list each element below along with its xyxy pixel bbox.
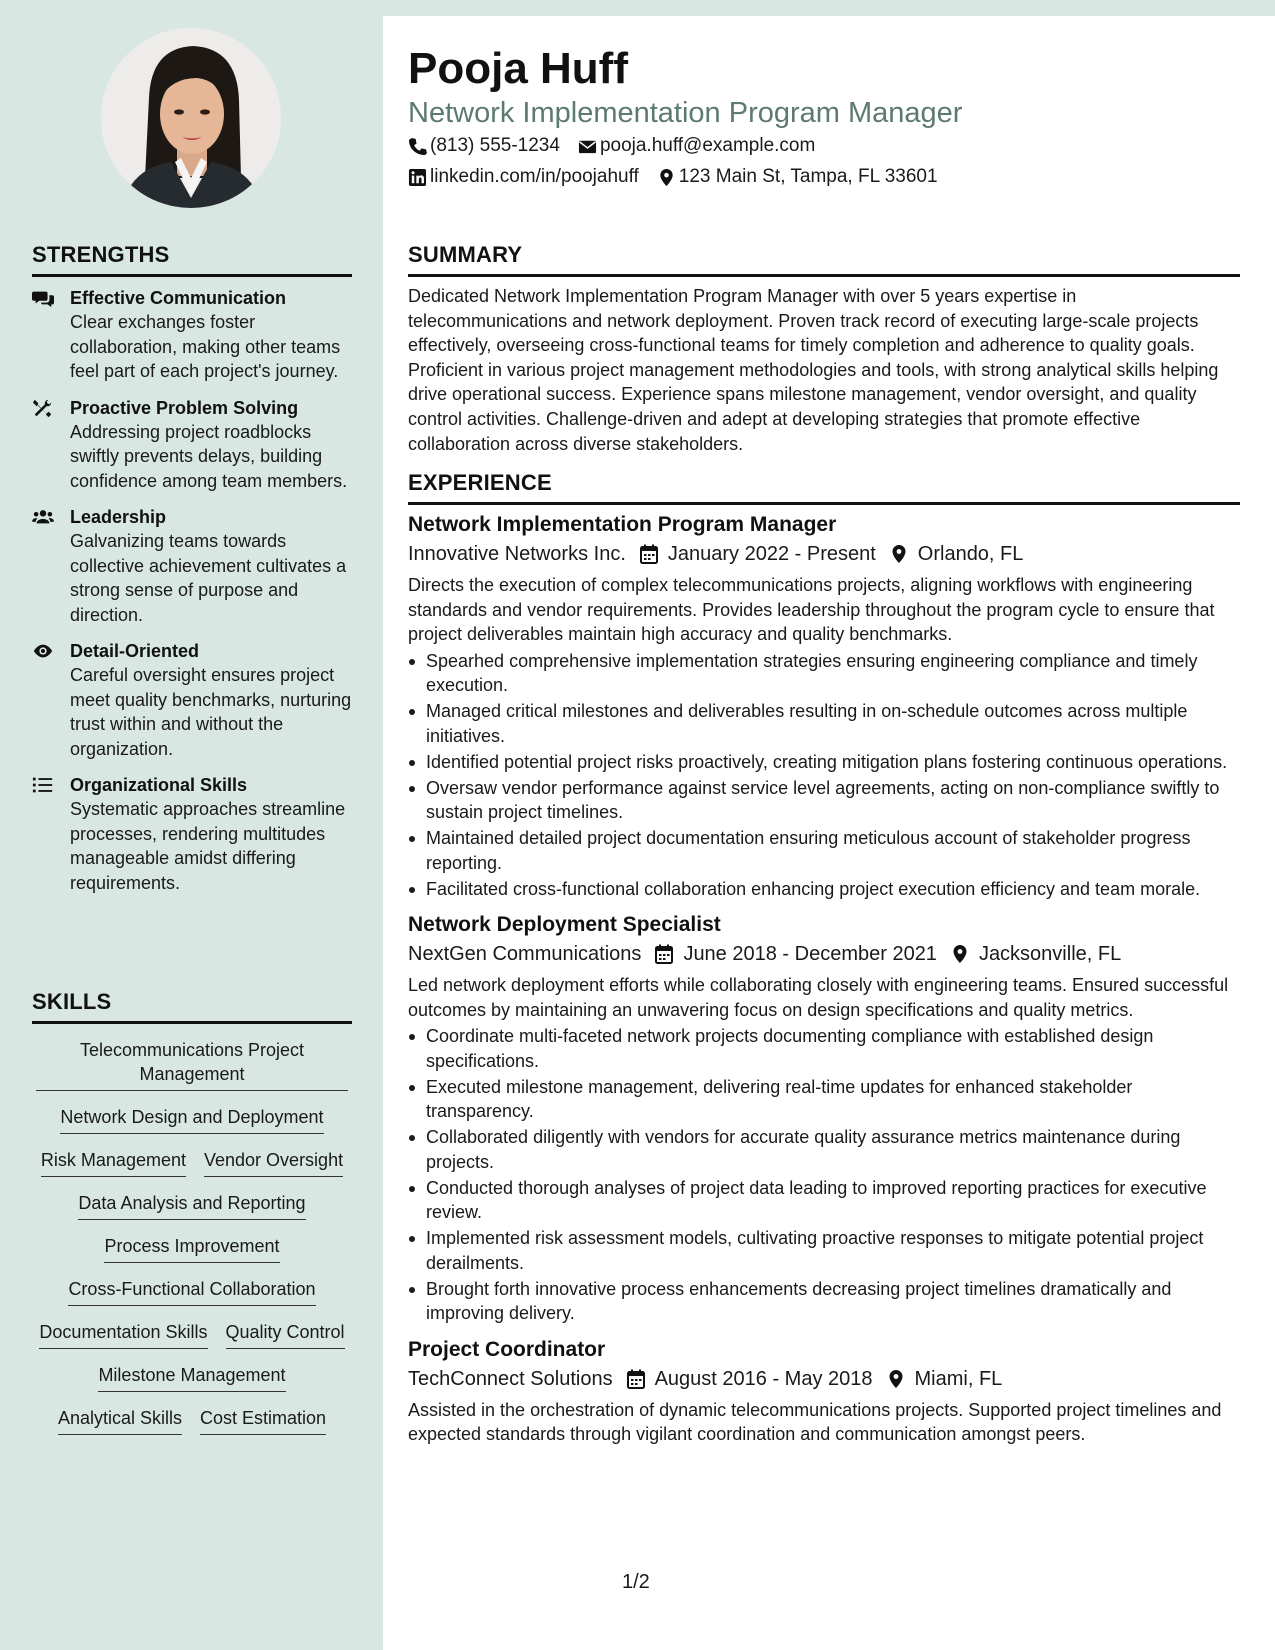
job-description: Led network deployment efforts while collaborating closely with engineering teams. Ensured successful outcomes by maintaining an unwavering focus on design specifications and quality metrics. <box>408 975 1229 1020</box>
strength-desc: Galvanizing teams towards collective achievement cultivates a strong sense of purpose and direction. <box>70 531 347 625</box>
contact-email[interactable] <box>578 133 815 159</box>
job-location-text: Orlando, FL <box>917 543 1024 565</box>
calendar-icon <box>627 1369 645 1389</box>
job-entry <box>408 1336 1240 1447</box>
skills-rule <box>32 1021 352 1024</box>
strength-name: Detail-Oriented <box>70 641 200 661</box>
candidate-title: Network Implementation Program Manager <box>408 97 963 129</box>
job-bullet: Conducted thorough analyses of project data leading to improved reporting practices for executive review. <box>408 1176 1240 1225</box>
job-meta <box>408 939 1240 969</box>
job-dates <box>627 1364 873 1394</box>
strength-desc: Systematic approaches streamline processes, rendering multitudes manageable amidst differing requirements. <box>70 799 346 893</box>
job-dates-text: January 2022 - Present <box>667 543 876 565</box>
map-pin-icon <box>890 544 908 564</box>
job-bullet: Executed milestone management, delivering real-time updates for enhanced stakeholder transparency. <box>408 1075 1240 1124</box>
job-location-text: Miami, FL <box>914 1367 1003 1390</box>
skill-tag: Cross-Functional Collaboration <box>68 1277 315 1306</box>
skill-tag: Network Design and Deployment <box>60 1105 323 1134</box>
summary-heading: SUMMARY <box>408 242 523 267</box>
job-location <box>951 939 1121 969</box>
tools-icon <box>32 396 70 494</box>
skills-list <box>32 1038 352 1435</box>
phone-icon <box>408 137 427 156</box>
strengths-section-header <box>32 242 352 277</box>
skill-tag: Documentation Skills <box>39 1320 207 1349</box>
calendar-icon <box>640 544 658 564</box>
strength-name: Proactive Problem Solving <box>70 397 299 418</box>
strength-item <box>32 639 362 761</box>
experience-rule <box>408 502 1240 505</box>
job-meta <box>408 539 1240 569</box>
skill-tag: Cost Estimation <box>200 1406 326 1435</box>
contact-address <box>657 164 938 190</box>
job-bullet: Spearhed comprehensive implementation strategies ensuring engineering compliance and timely execution. <box>408 649 1240 698</box>
envelope-icon <box>578 137 597 156</box>
job-bullet: Brought forth innovative process enhancements decreasing project timelines dramatically and improving delivery. <box>408 1277 1240 1326</box>
calendar-icon <box>655 944 673 964</box>
map-pin-icon <box>657 168 676 187</box>
strength-item <box>32 396 362 494</box>
eye-icon <box>32 639 70 761</box>
linkedin-text[interactable]: linkedin.com/in/poojahuff <box>430 166 639 187</box>
job-bullet: Managed critical milestones and deliverables resulting in on-schedule outcomes across multiple initiatives. <box>408 699 1240 748</box>
job-bullet: Oversaw vendor performance against service level agreements, acting on non-compliance swiftly to sustain project timelines. <box>408 776 1240 825</box>
job-location <box>887 1364 1003 1394</box>
skill-tag: Data Analysis and Reporting <box>78 1191 305 1220</box>
strength-name: Organizational Skills <box>70 775 248 795</box>
summary-text: Dedicated Network Implementation Program Manager with over 5 years expertise in telecommunications and network deployment. Proven track record of executing large-scale projects effectively, overseeing cross-functional teams for timely completion and adherence to quality goals. Proficient in various project management methodologies and tools, with strong analytical skills helping drive operational success. Experience spans milestone management, vendor oversight, and quality control activities. Challenge-driven and adept at developing strategies that promote effective collaboration across diverse stakeholders. <box>408 286 1219 454</box>
users-icon <box>32 505 70 627</box>
job-bullet: Coordinate multi-faceted network projects documenting compliance with established design specifications. <box>408 1024 1240 1073</box>
job-dates <box>640 539 876 569</box>
job-entry <box>408 911 1240 1326</box>
skill-tag: Milestone Management <box>98 1363 285 1392</box>
portrait-image <box>101 28 281 208</box>
job-company: NextGen Communications <box>408 943 642 965</box>
job-location <box>890 539 1024 569</box>
strength-item <box>32 286 362 384</box>
job-role: Project Coordinator <box>408 1337 606 1361</box>
strengths-heading: STRENGTHS <box>32 242 170 267</box>
skill-tag: Process Improvement <box>104 1234 279 1263</box>
job-description: Assisted in the orchestration of dynamic telecommunications projects. Supported project timelines and expected standards through vigilant coordination and communication amongst peers. <box>408 1399 1222 1444</box>
job-bullet: Identified potential project risks proactively, creating mitigation plans fostering continuous operations. <box>408 750 1240 775</box>
job-role: Network Implementation Program Manager <box>408 513 837 536</box>
contact-row-1 <box>408 133 833 159</box>
strength-desc: Addressing project roadblocks swiftly prevents delays, building confidence among team members. <box>70 421 348 491</box>
strength-name: Leadership <box>70 507 167 527</box>
job-location-text: Jacksonville, FL <box>978 943 1122 965</box>
job-dates-text: June 2018 - December 2021 <box>683 943 937 965</box>
job-company: TechConnect Solutions <box>408 1367 613 1390</box>
email-text[interactable]: pooja.huff@example.com <box>599 135 816 156</box>
job-company: Innovative Networks Inc. <box>408 543 626 565</box>
map-pin-icon <box>951 944 969 964</box>
summary-section <box>408 242 1240 456</box>
job-bullets <box>408 649 1240 902</box>
summary-rule <box>408 274 1240 277</box>
map-pin-icon <box>887 1369 905 1389</box>
job-meta <box>408 1364 1240 1394</box>
contact-row-2 <box>408 164 956 190</box>
phone-text: (813) 555-1234 <box>430 135 560 156</box>
skill-tag: Risk Management <box>41 1148 186 1177</box>
address-text: 123 Main St, Tampa, FL 33601 <box>678 166 938 187</box>
job-bullet: Collaborated diligently with vendors for accurate quality assurance metrics maintenance during projects. <box>408 1125 1240 1174</box>
strength-item <box>32 505 362 627</box>
strength-desc: Careful oversight ensures project meet quality benchmarks, nurturing trust within and without the organization. <box>70 665 352 759</box>
skills-section-header <box>32 989 352 1024</box>
strength-desc: Clear exchanges foster collaboration, making other teams feel part of each project's journey. <box>70 312 341 381</box>
job-dates <box>655 939 937 969</box>
skill-tag: Quality Control <box>226 1320 345 1349</box>
skill-tag: Analytical Skills <box>58 1406 182 1435</box>
job-bullet: Implemented risk assessment models, cultivating proactive responses to mitigate potential project derailments. <box>408 1226 1240 1275</box>
job-bullet: Maintained detailed project documentation ensuring meticulous account of stakeholder progress reporting. <box>408 826 1240 875</box>
experience-section <box>408 470 1240 1447</box>
contact-phone <box>408 133 560 159</box>
skill-tag: Vendor Oversight <box>204 1148 343 1177</box>
job-description: Directs the execution of complex telecommunications projects, aligning workflows with engineering standards and vendor requirements. Provides leadership throughout the program cycle to ensure that project deliverables maintain high accuracy and quality benchmarks. <box>408 575 1215 644</box>
candidate-name: Pooja Huff <box>408 44 628 93</box>
job-bullet: Facilitated cross-functional collaboration enhancing project execution efficiency and team morale. <box>408 877 1240 902</box>
skill-tag: Telecommunications Project Management <box>36 1038 348 1091</box>
experience-heading: EXPERIENCE <box>408 470 552 495</box>
contact-linkedin[interactable] <box>408 164 639 190</box>
profile-photo <box>101 28 281 208</box>
skills-heading: SKILLS <box>32 989 112 1014</box>
linkedin-icon <box>408 168 427 187</box>
strengths-list <box>32 286 362 907</box>
job-dates-text: August 2016 - May 2018 <box>654 1367 873 1390</box>
comments-icon <box>32 286 70 384</box>
list-icon <box>32 773 70 895</box>
job-role: Network Deployment Specialist <box>408 913 721 936</box>
job-bullets <box>408 1024 1240 1326</box>
strength-item <box>32 773 362 895</box>
page-number: 1/2 <box>622 1571 650 1593</box>
job-entry <box>408 511 1240 901</box>
strengths-rule <box>32 274 352 277</box>
strength-name: Effective Communication <box>70 288 287 308</box>
